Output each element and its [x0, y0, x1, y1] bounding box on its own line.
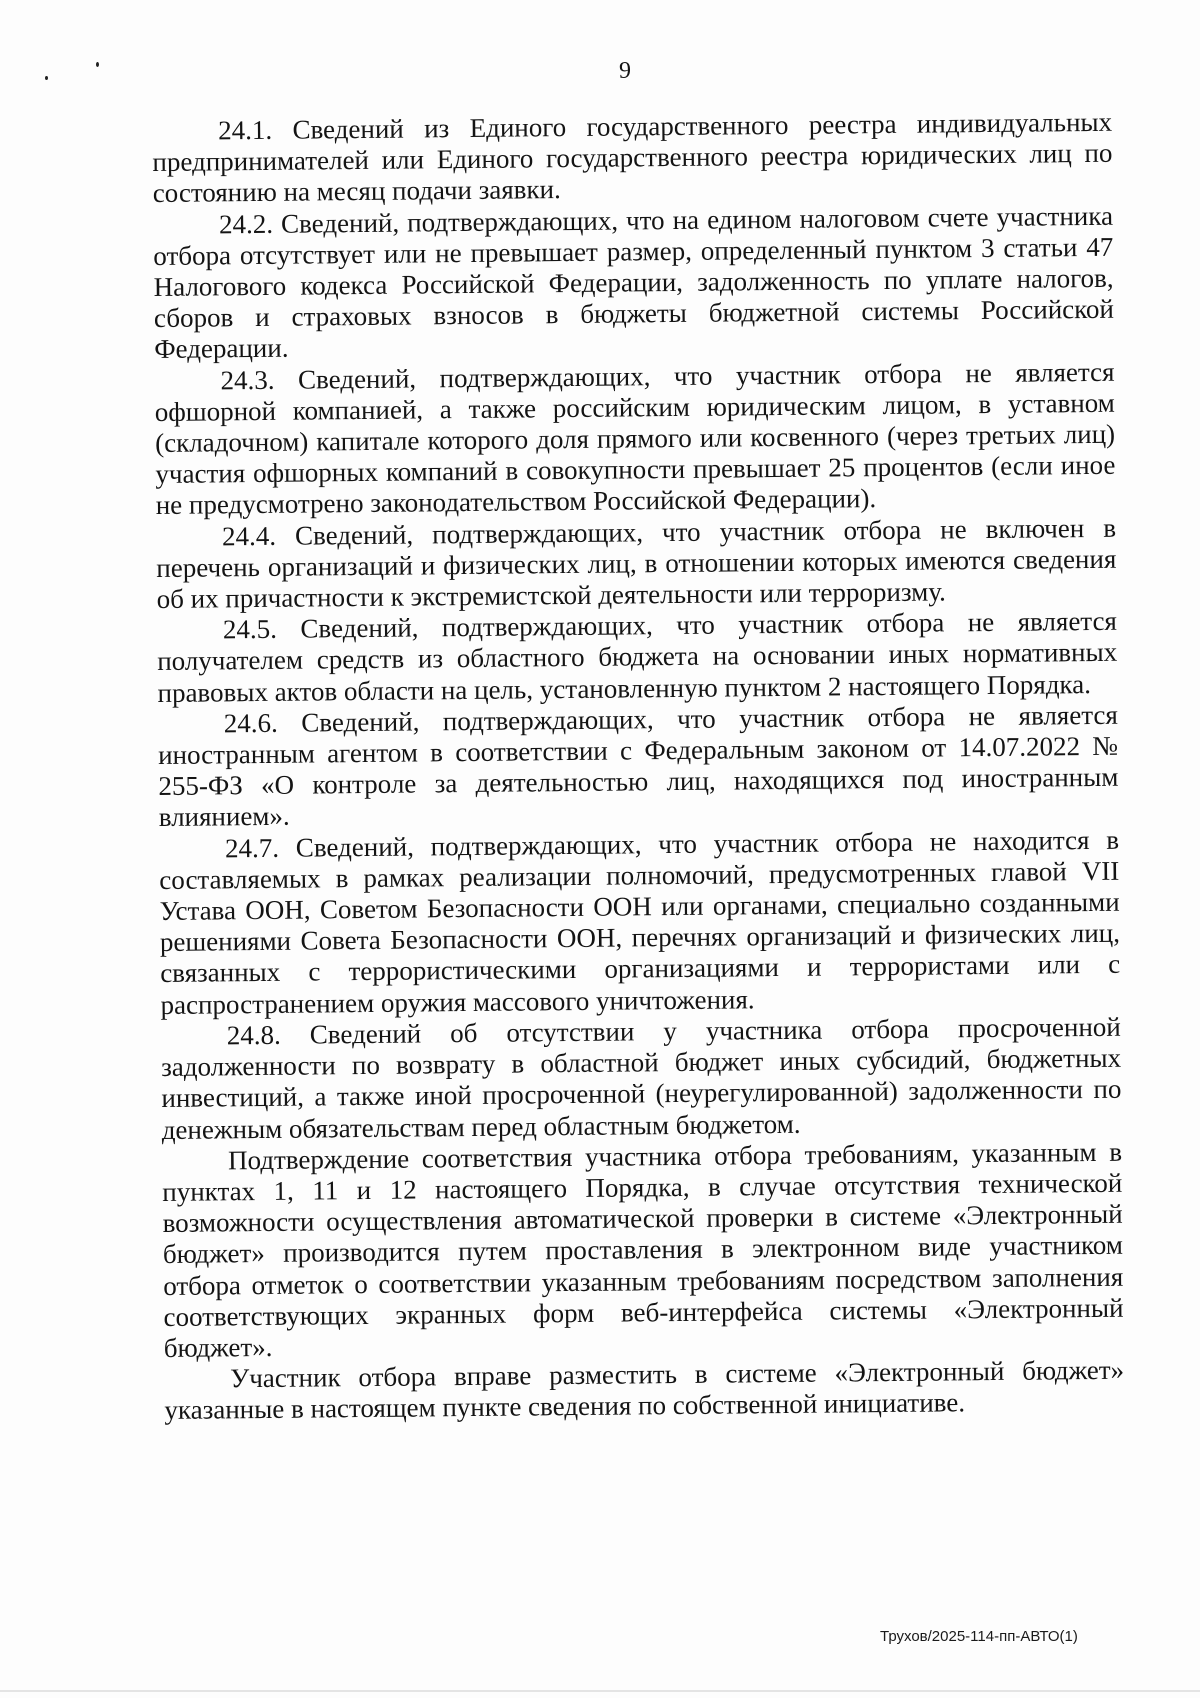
paragraph-24-7: 24.7. Сведений, подтверждающих, что участник отбора не находится в составляемых в рамках реализации полномочий, предусмотренных главой VII Устава ООН, Советом Безопасности ООН или органами, специально созданными решениями Совета Безопасности ООН, перечнях организаций и физических лиц, связанных с террористическими организациями и террористами или с распространением оружия массового уничтожения.	[159, 824, 1121, 1020]
paragraph-24-8: 24.8. Сведений об отсутствии у участника отбора просроченной задолженности по возврату в областной бюджет иных субсидий, бюджетных инвестиций, а также иной просроченной (неурегулированной) задолженности по денежным обязательствам перед областным бюджетом.	[160, 1011, 1122, 1145]
document-body	[152, 107, 1125, 1427]
paragraph-24-4: 24.4. Сведений, подтверждающих, что участник отбора не включен в перечень организаций и физических лиц, в отношении которых имеются сведения об их причастности к экстремистской деятельности или терроризму.	[156, 512, 1117, 615]
paragraph-confirmation: Подтверждение соответствия участника отбора требованиям, указанным в пунктах 1, 11 и 12 настоящего Порядка, в случае отсутствия технической возможности осуществления автоматической проверки в системе «Электронный бюджет» производится путем проставления в электронном виде участником отбора отметок о соответствии указанным требованиям посредством заполнения соответствующих экранных форм веб-интерфейса системы «Электронный бюджет».	[162, 1136, 1124, 1363]
paragraph-24-2: 24.2. Сведений, подтверждающих, что на едином налоговом счете участника отбора отсутствует или не превышает размер, определенный пунктом 3 статьи 47 Налогового кодекса Российской Федерации, задолженность по уплате налогов, сборов и страховых взносов в бюджеты бюджетной системы Российской Федерации.	[153, 200, 1115, 365]
page-number: 9	[619, 58, 631, 84]
paragraph-24-6: 24.6. Сведений, подтверждающих, что участник отбора не является иностранным агентом в соответствии с Федеральным законом от 14.07.2022 № 255-ФЗ «О контроле за деятельностью лиц, находящихся под иностранным влиянием».	[157, 699, 1119, 833]
document-footer-code: Трухов/2025-114-пп-АВТО(1)	[880, 1628, 1078, 1645]
paragraph-participant-right: Участник отбора вправе разместить в системе «Электронный бюджет» указанные в настоящем пункте сведения по собственной инициативе.	[164, 1354, 1125, 1426]
scan-bottom-edge	[0, 1690, 1200, 1692]
paragraph-24-5: 24.5. Сведений, подтверждающих, что участник отбора не является получателем средств из областного бюджета на основании иных нормативных правовых актов области на цель, установленную пунктом 2 настоящего Порядка.	[157, 606, 1118, 708]
paragraph-24-3: 24.3. Сведений, подтверждающих, что участник отбора не является офшорной компанией, а также российским юридическим лицом, в уставном (складочном) капитале которого доля прямого или косвенного (через третьих лиц) участия офшорных компаний в совокупности превышает 25 процентов (если иное не предусмотрено законодательством Российской Федерации).	[154, 356, 1116, 521]
paragraph-24-1: 24.1. Сведений из Единого государственного реестра индивидуальных предпринимателей или Единого государственного реестра юридических лиц по состоянию на месяц подачи заявки.	[152, 106, 1113, 209]
